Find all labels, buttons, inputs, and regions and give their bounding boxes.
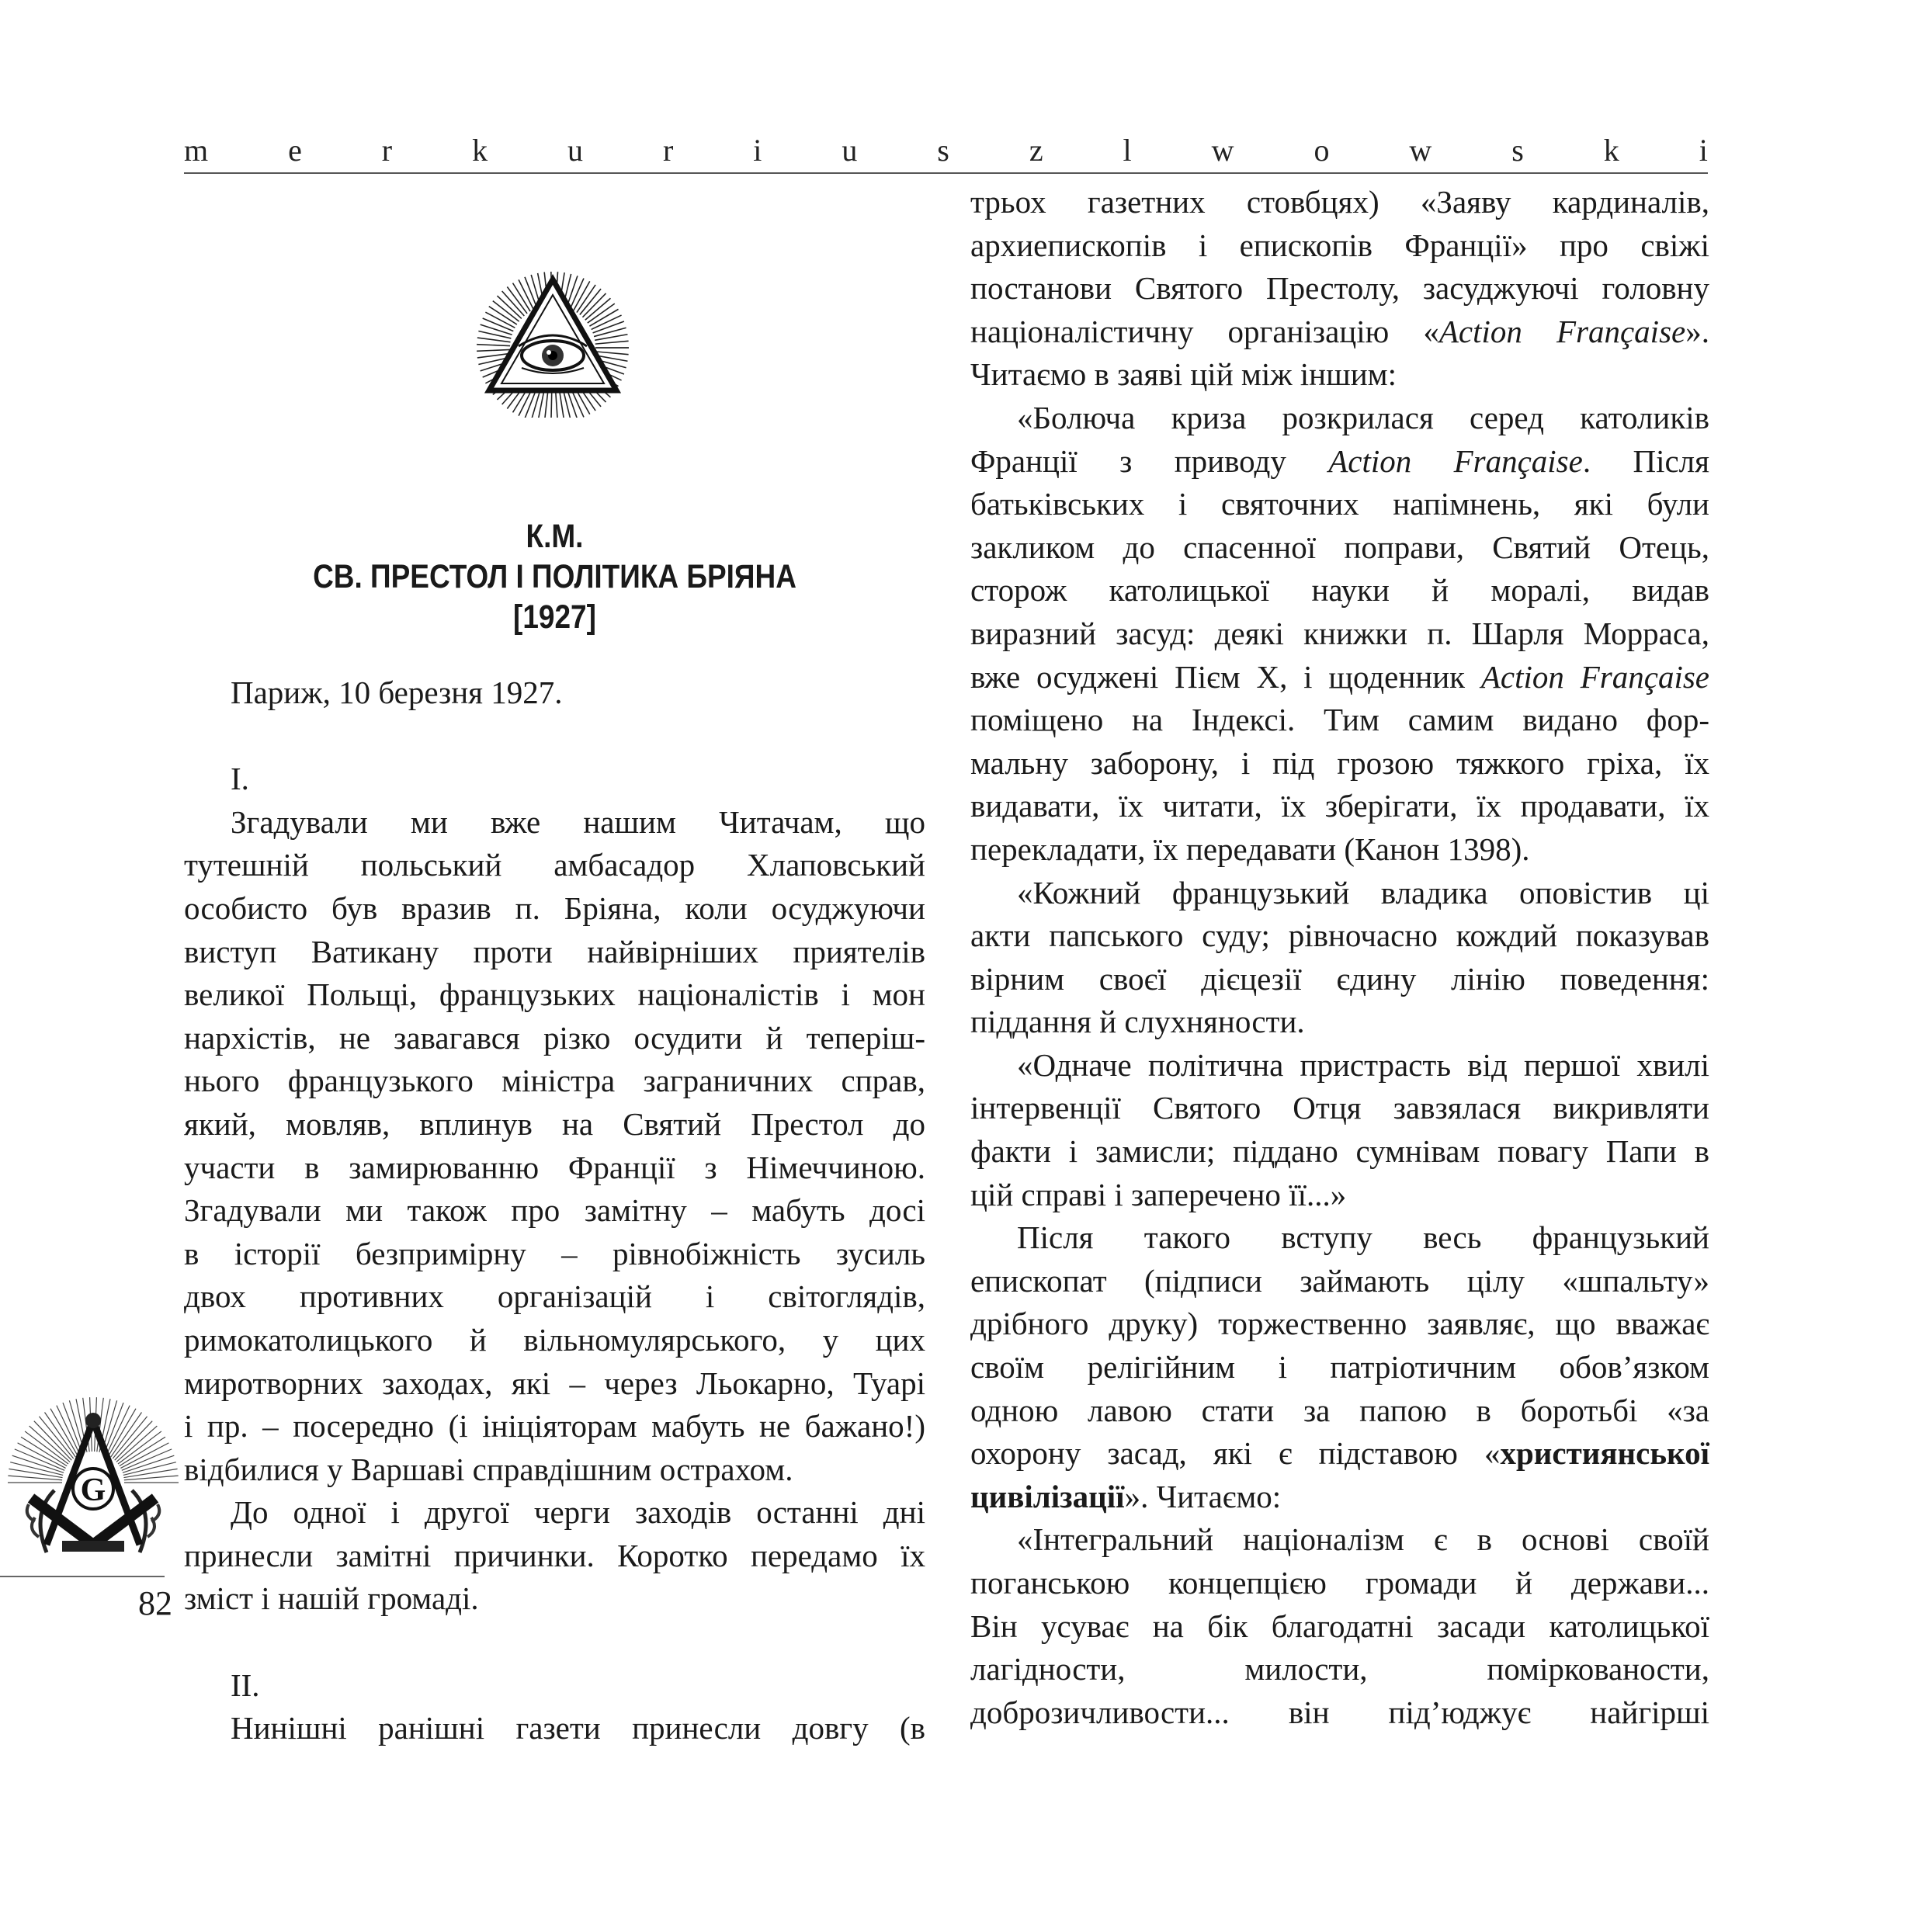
text-line: відбилися у Варшаві справдішним острахом. bbox=[184, 1451, 793, 1487]
running-head-letter: w bbox=[1211, 133, 1234, 168]
article-title bbox=[236, 516, 873, 637]
text-line: «Одначе політична пристрасть від першої хвилі bbox=[1017, 1046, 1709, 1083]
text-line: «Інтегральний націоналізм є в основі своїй bbox=[1017, 1521, 1709, 1558]
page-number: 82 bbox=[138, 1584, 172, 1622]
text-line: закликом до спасенної поправи, Святий Отець, bbox=[970, 529, 1709, 565]
section-heading-2: II. bbox=[231, 1667, 260, 1703]
text-line: тутешній польський амбасадор Хлаповський bbox=[184, 847, 925, 883]
running-head-letter: m bbox=[184, 133, 209, 168]
running-head-letter: k bbox=[472, 133, 488, 168]
paragraph bbox=[184, 1491, 925, 1621]
section-heading-1: I. bbox=[231, 761, 249, 797]
text-line: інтервенції Святого Отця завзялася викривляти bbox=[970, 1090, 1709, 1126]
text-line: «Болюча криза розкрилася серед католиків bbox=[1017, 399, 1709, 435]
text-line: нархістів, не завагався різко осудити й теперіш- bbox=[184, 1019, 925, 1056]
text-line: цивілізації». Читаємо: bbox=[970, 1478, 1282, 1514]
text-line: доброзичливости... він під’юджує найгірші bbox=[970, 1694, 1709, 1730]
text-line: в історії безпримірну – рівнобіжність зусиль bbox=[184, 1235, 925, 1271]
header-rule bbox=[184, 172, 1708, 174]
article-heading: СВ. ПРЕСТОЛ І ПОЛІТИКА БРІЯНА bbox=[313, 558, 796, 595]
text-line: Згадували ми також про замітну – мабуть досі bbox=[184, 1192, 925, 1229]
running-head-letter: u bbox=[567, 133, 584, 168]
text-line: До одної і другої черги заходів останні дні bbox=[231, 1494, 925, 1531]
running-head-letter: s bbox=[1511, 133, 1524, 168]
running-head-letter: e bbox=[288, 133, 302, 168]
text-line: акти папського суду; рівночасно кождий показував bbox=[970, 917, 1709, 954]
text-line: Після такого вступу весь французький bbox=[1017, 1219, 1709, 1256]
text-line: видавати, їх читати, їх зберігати, їх продавати, їх bbox=[970, 788, 1709, 824]
paragraph bbox=[970, 1044, 1709, 1216]
running-head-letter: r bbox=[381, 133, 393, 168]
text-line: цій справі і заперечено її...» bbox=[970, 1176, 1347, 1212]
text-line: особисто був вразив п. Бріяна, коли осуджуючи bbox=[184, 890, 925, 926]
text-line: мальну заборону, і під грозою тяжкого гріха, їх bbox=[970, 744, 1709, 781]
right-column bbox=[970, 181, 1709, 1734]
text-line: Нинішні ранішні газети принесли довгу (в bbox=[231, 1710, 925, 1746]
text-line: батьківських і святочних напімнень, які були bbox=[970, 486, 1709, 522]
paragraph bbox=[184, 1707, 925, 1750]
all-seeing-eye-icon bbox=[475, 262, 630, 418]
left-column bbox=[184, 671, 925, 1750]
text-line: поганською концепцією громади й держави... bbox=[970, 1565, 1709, 1601]
dateline: Париж, 10 березня 1927. bbox=[231, 675, 563, 710]
text-line: епископат (підписи займають цілу «шпальту» bbox=[970, 1262, 1709, 1299]
paragraph bbox=[184, 801, 925, 1492]
running-head bbox=[184, 132, 1708, 168]
article-year: [1927] bbox=[513, 598, 596, 636]
svg-text:G: G bbox=[80, 1472, 106, 1508]
square-and-compasses-icon bbox=[0, 1397, 186, 1576]
text-line: римокатолицького й вільномулярського, у цих bbox=[184, 1321, 925, 1358]
text-line: і пр. – посередно (і ініціяторам мабуть не бажано!) bbox=[184, 1408, 925, 1445]
running-head-letter: w bbox=[1409, 133, 1432, 168]
text-line: вже осуджені Пієм X, і щоденник Action Française bbox=[970, 658, 1709, 695]
text-line: який, мовляв, вплинув на Святий Престол до bbox=[184, 1105, 925, 1142]
running-head-letter: z bbox=[1029, 133, 1043, 168]
text-line: піддання й слухняности. bbox=[970, 1004, 1305, 1040]
text-line: Франції з приводу Action Française. Після bbox=[970, 442, 1709, 479]
running-head-letter: i bbox=[1699, 133, 1708, 168]
text-line: Він усуває на бік благодатні засади католицької bbox=[970, 1608, 1709, 1644]
text-line: націоналістичну організацію «Action Française». bbox=[970, 313, 1709, 349]
text-line: трьох газетних стовбцях) «Заяву кардиналів, bbox=[970, 184, 1709, 220]
text-line: Читаємо в заяві цій між іншим: bbox=[970, 356, 1397, 393]
running-head-letter: i bbox=[753, 133, 762, 168]
text-line: перекладати, їх передавати (Канон 1398). bbox=[970, 831, 1530, 867]
paragraph bbox=[970, 872, 1709, 1044]
text-line: миротворних заходах, які – через Льокарно, Туарі bbox=[184, 1365, 925, 1401]
running-head-letter: l bbox=[1123, 133, 1132, 168]
text-line: постанови Святого Престолу, засуджуючі головну bbox=[970, 270, 1709, 307]
paragraph bbox=[970, 1216, 1709, 1518]
text-line: архиепископів і епископів Франції» про свіжі bbox=[970, 227, 1709, 263]
running-head-letter: o bbox=[1313, 133, 1330, 168]
text-line: факти і замисли; піддано сумнівам повагу Папи в bbox=[970, 1133, 1709, 1170]
text-line: «Кожний французький владика оповістив ці bbox=[1017, 874, 1709, 911]
text-line: одною лавою стати за папою в боротьбі «за bbox=[970, 1392, 1709, 1428]
text-line: виразний засуд: деякі книжки п. Шарля Морраса, bbox=[970, 615, 1709, 651]
running-head-letter: u bbox=[842, 133, 858, 168]
text-line: сторож католицької науки й моралі, видав bbox=[970, 572, 1709, 609]
article-author: К.М. bbox=[526, 518, 584, 555]
text-line: Згадували ми вже нашим Читачам, що bbox=[231, 803, 925, 840]
text-line: виступ Ватикану проти найвірніших приятелів bbox=[184, 933, 925, 969]
text-line: двох противних організацій і світоглядів, bbox=[184, 1278, 925, 1315]
text-line: великої Польщі, французьких націоналістів і мон bbox=[184, 976, 925, 1013]
running-head-letter: s bbox=[937, 133, 949, 168]
text-line: зміст і нашій громаді. bbox=[184, 1580, 479, 1617]
text-line: участи в замирюванню Франції з Німеччиною. bbox=[184, 1149, 925, 1185]
text-line: своїм релігійним і патріотичним обов’язком bbox=[970, 1349, 1709, 1386]
text-line: лагідности, милости, поміркованости, bbox=[970, 1651, 1709, 1687]
paragraph bbox=[970, 1518, 1709, 1734]
text-line: дрібного друку) торжественно заявляє, що вважає bbox=[970, 1306, 1709, 1342]
text-line: вірним своєї дієцезії єдину лінію поведення: bbox=[970, 960, 1709, 997]
footer-rule bbox=[0, 1576, 165, 1577]
paragraph bbox=[970, 397, 1709, 872]
text-line: охорону засад, які є підставою «християнської bbox=[970, 1435, 1709, 1472]
paragraph bbox=[970, 181, 1709, 397]
text-line: поміщено на Індексі. Тим самим видано фор- bbox=[970, 702, 1709, 738]
running-head-letter: k bbox=[1603, 133, 1619, 168]
running-head-letter: r bbox=[662, 133, 674, 168]
text-line: принесли замітні причинки. Коротко передамо їх bbox=[184, 1537, 925, 1573]
text-line: нього французького міністра заграничних справ, bbox=[184, 1063, 925, 1099]
